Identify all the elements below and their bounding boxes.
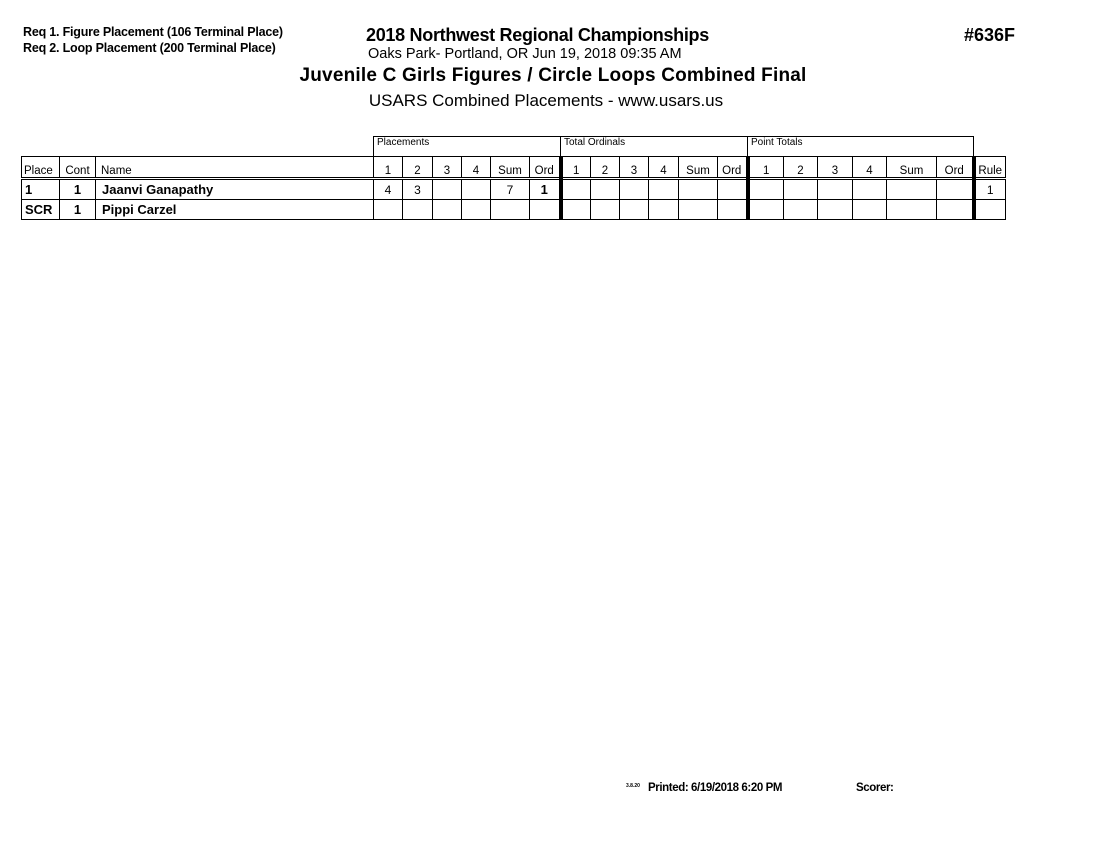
col-name: Name <box>96 157 374 179</box>
placement-4-cell <box>462 179 491 200</box>
event-title: 2018 Northwest Regional Championships <box>366 25 709 45</box>
page-subtitle: USARS Combined Placements - www.usars.us <box>368 91 724 110</box>
ordinal-4-cell <box>649 200 679 220</box>
points-ord-cell <box>937 179 974 200</box>
points-3-cell <box>818 200 853 220</box>
placement-4-cell <box>462 200 491 220</box>
ordinal-2-cell <box>591 200 620 220</box>
points-1-cell <box>748 200 784 220</box>
points-4-cell <box>853 179 887 200</box>
cont-cell: 1 <box>60 179 96 200</box>
venue-datetime: Oaks Park- Portland, OR Jun 19, 2018 09:35 AM <box>368 46 682 62</box>
requirement-2: Req 2. Loop Placement (200 Terminal Place) <box>23 41 276 55</box>
placement-3-cell <box>433 179 462 200</box>
col-cont: Cont <box>60 157 96 179</box>
event-id: #636F <box>964 25 1016 45</box>
scorer-label: Scorer: <box>856 782 894 794</box>
group-placements: Placements <box>374 137 561 157</box>
col-ordinals-ord: Ord <box>718 157 748 179</box>
placement-ord-cell: 1 <box>530 179 561 200</box>
name-cell: Jaanvi Ganapathy <box>96 179 374 200</box>
col-placements-sum: Sum <box>491 157 530 179</box>
placement-1-cell: 4 <box>374 179 403 200</box>
points-3-cell <box>818 179 853 200</box>
group-point-totals: Point Totals <box>748 137 974 157</box>
cont-cell: 1 <box>60 200 96 220</box>
ordinal-ord-cell <box>718 200 748 220</box>
col-points-1: 1 <box>748 157 784 179</box>
col-placements-1: 1 <box>374 157 403 179</box>
col-place: Place <box>22 157 60 179</box>
col-placements-3: 3 <box>433 157 462 179</box>
placement-1-cell <box>374 200 403 220</box>
table-row <box>22 179 1006 200</box>
group-spacer-rule <box>974 137 1006 157</box>
ordinal-2-cell <box>591 179 620 200</box>
group-spacer <box>22 137 374 157</box>
col-placements-ord: Ord <box>530 157 561 179</box>
column-header-row <box>22 157 1006 179</box>
points-2-cell <box>784 200 818 220</box>
col-points-3: 3 <box>818 157 853 179</box>
col-placements-4: 4 <box>462 157 491 179</box>
ordinal-sum-cell <box>679 179 718 200</box>
name-cell: Pippi Carzel <box>96 200 374 220</box>
group-total-ordinals: Total Ordinals <box>561 137 748 157</box>
placement-sum-cell: 7 <box>491 179 530 200</box>
group-header-row <box>22 137 1006 157</box>
col-ordinals-3: 3 <box>620 157 649 179</box>
col-ordinals-4: 4 <box>649 157 679 179</box>
place-cell: SCR <box>22 200 60 220</box>
printed-timestamp: Printed: 6/19/2018 6:20 PM <box>648 782 783 794</box>
col-ordinals-2: 2 <box>591 157 620 179</box>
col-placements-2: 2 <box>403 157 433 179</box>
rule-cell: 1 <box>974 179 1006 200</box>
placement-ord-cell <box>530 200 561 220</box>
col-ordinals-1: 1 <box>561 157 591 179</box>
ordinal-3-cell <box>620 179 649 200</box>
ordinal-1-cell <box>561 200 591 220</box>
table-row <box>22 200 1006 220</box>
ordinal-4-cell <box>649 179 679 200</box>
points-1-cell <box>748 179 784 200</box>
software-version: 3.8.20 <box>626 783 640 789</box>
col-rule: Rule <box>974 157 1006 179</box>
placement-3-cell <box>433 200 462 220</box>
ordinal-1-cell <box>561 179 591 200</box>
points-ord-cell <box>937 200 974 220</box>
points-2-cell <box>784 179 818 200</box>
competition-title: Juvenile C Girls Figures / Circle Loops Combined Final <box>299 65 807 86</box>
points-sum-cell <box>887 200 937 220</box>
col-points-2: 2 <box>784 157 818 179</box>
placement-2-cell: 3 <box>403 179 433 200</box>
col-ordinals-sum: Sum <box>679 157 718 179</box>
ordinal-sum-cell <box>679 200 718 220</box>
points-4-cell <box>853 200 887 220</box>
ordinal-3-cell <box>620 200 649 220</box>
place-cell: 1 <box>22 179 60 200</box>
placement-2-cell <box>403 200 433 220</box>
rule-cell <box>974 200 1006 220</box>
placement-sum-cell <box>491 200 530 220</box>
ordinal-ord-cell <box>718 179 748 200</box>
col-points-ord: Ord <box>937 157 974 179</box>
requirement-1: Req 1. Figure Placement (106 Terminal Place) <box>23 25 283 39</box>
col-points-4: 4 <box>853 157 887 179</box>
col-points-sum: Sum <box>887 157 937 179</box>
results-table <box>21 136 1006 220</box>
points-sum-cell <box>887 179 937 200</box>
